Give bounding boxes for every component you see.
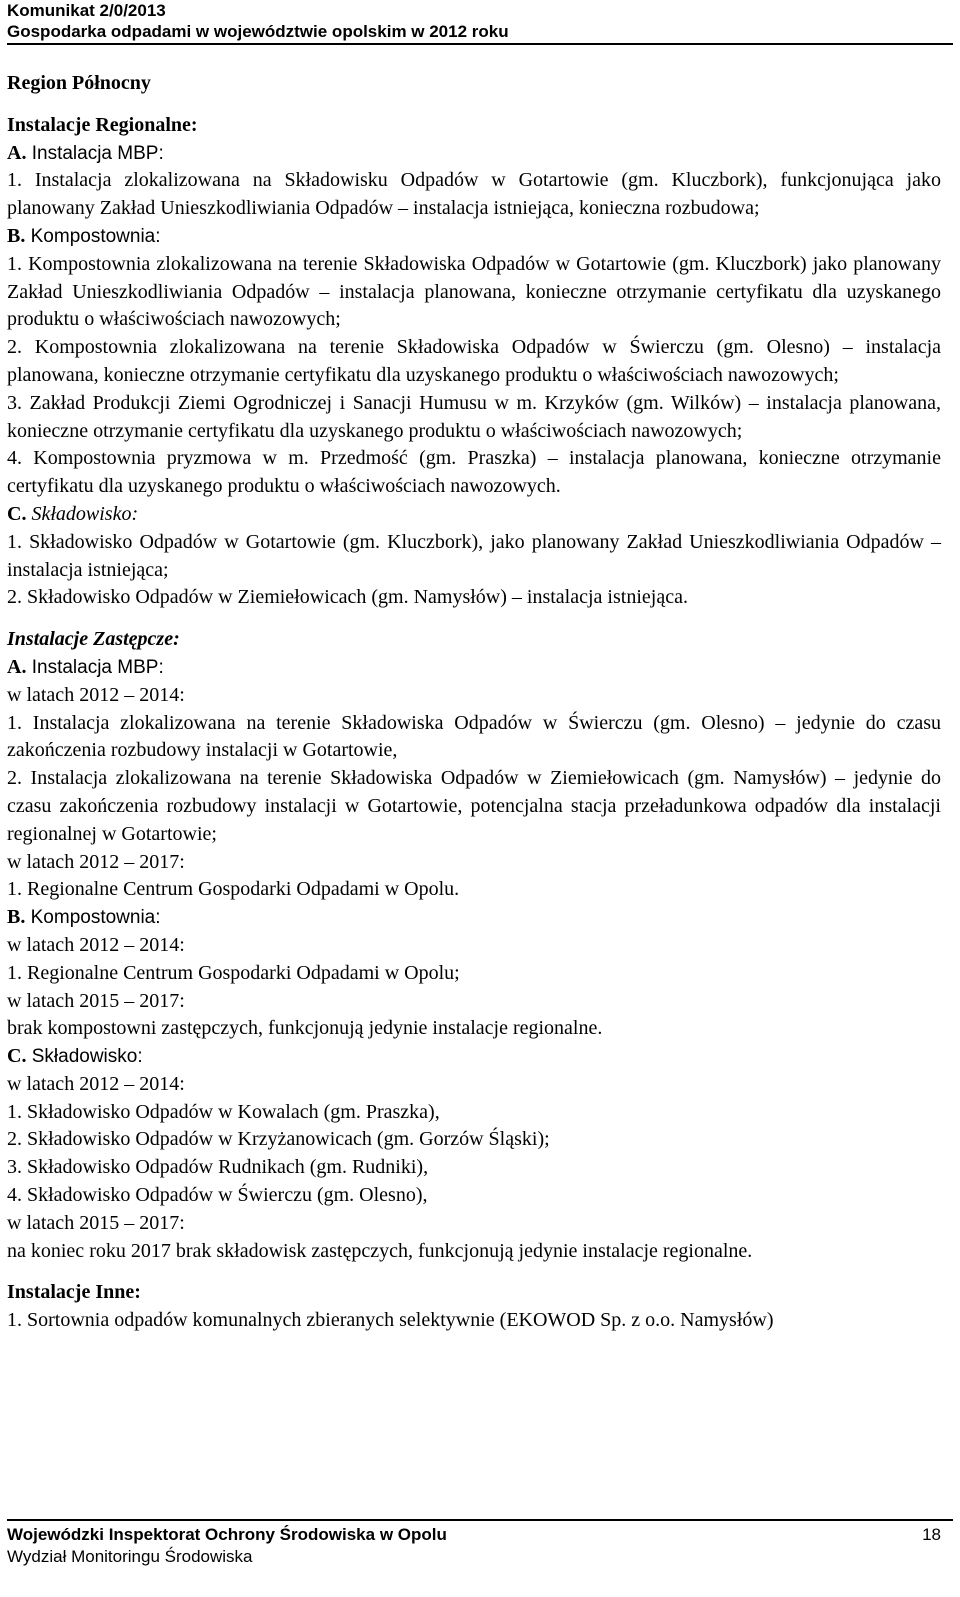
regional-c-item-1: 1. Składowisko Odpadów w Gotartowie (gm. Kluczbork), jako planowany Zakład Unieszkodliwiania Odpadów – instalacja istniejąca; — [7, 530, 941, 581]
substitute-c-item-2: 2. Składowisko Odpadów w Krzyżanowicach (gm. Gorzów Śląski); — [7, 1128, 550, 1151]
other-heading: Instalacje Inne: — [7, 1281, 141, 1304]
report-title: Gospodarka odpadami w województwie opolskim w 2012 roku — [7, 22, 509, 41]
period-label: w latach 2015 – 2017: — [7, 989, 185, 1012]
substitute-a-item-1: 1. Instalacja zlokalizowana na terenie Składowiska Odpadów w Świerczu (gm. Olesno) – jedynie do czasu zakończenia rozbudowy instalacji w Gotartowie, — [7, 711, 941, 762]
list-label: Instalacja MBP: — [26, 656, 164, 678]
regional-c-item-2: 2. Składowisko Odpadów w Ziemiełowicach (gm. Namysłów) – instalacja istniejąca. — [7, 586, 688, 609]
document-header — [7, 0, 953, 42]
list-label: Składowisko: — [26, 1046, 143, 1068]
period-label: w latach 2012 – 2014: — [7, 933, 185, 956]
list-label: Składowisko: — [26, 502, 139, 525]
substitute-a-item-2: 2. Instalacja zlokalizowana na terenie Składowiska Odpadów w Ziemiełowicach (gm. Namysłów) – jedynie do czasu zakończenia rozbudowy instalacji w Gotartowie, potencjalna stacja przeładunkowa odpadów dla instalacji regionalnej w Gotartowie; — [7, 767, 941, 845]
substitute-c-item-3: 3. Składowisko Odpadów Rudnikach (gm. Rudniki), — [7, 1156, 429, 1179]
list-letter: B. — [7, 224, 26, 247]
period-label: w latach 2012 – 2014: — [7, 683, 185, 706]
footer-organization: Wojewódzki Inspektorat Ochrony Środowiska w Opolu — [7, 1525, 447, 1544]
footer-divider — [7, 1519, 953, 1521]
report-number: Komunikat 2/0/2013 — [7, 1, 166, 20]
regional-c-heading — [7, 501, 941, 529]
regional-b-item-4: 4. Kompostownia pryzmowa w m. Przedmość (gm. Praszka) – instalacja planowana, konieczne otrzymanie certyfikatu dla uzyskanego produktu o właściwościach nawozowych. — [7, 447, 941, 498]
section-title: Region Północny — [7, 72, 151, 94]
period-label: w latach 2015 – 2017: — [7, 1211, 185, 1234]
substitute-c-heading — [7, 1043, 941, 1071]
document-footer — [7, 1524, 941, 1568]
substitute-heading: Instalacje Zastępcze: — [7, 628, 180, 651]
list-letter: A. — [7, 141, 27, 164]
list-label: Kompostownia: — [25, 225, 161, 247]
substitute-c-item-4: 4. Składowisko Odpadów w Świerczu (gm. Olesno), — [7, 1184, 428, 1207]
regional-b-item-2: 2. Kompostownia zlokalizowana na terenie Składowiska Odpadów w Świerczu (gm. Olesno) – instalacja planowana, konieczne otrzymanie certyfikatu dla uzyskanego produktu o właściwościach nawozowych; — [7, 336, 941, 386]
period-label: w latach 2012 – 2014: — [7, 1072, 185, 1095]
header-divider — [7, 43, 953, 45]
list-label: Instalacja MBP: — [26, 142, 164, 164]
substitute-b-item-1: 1. Regionalne Centrum Gospodarki Odpadami w Opolu; — [7, 961, 460, 984]
substitute-c-item-1: 1. Składowisko Odpadów w Kowalach (gm. Praszka), — [7, 1100, 440, 1123]
substitute-a-item-3: 1. Regionalne Centrum Gospodarki Odpadami w Opolu. — [7, 878, 460, 901]
other-item-1: 1. Sortownia odpadów komunalnych zbieranych selektywnie (EKOWOD Sp. z o.o. Namysłów) — [7, 1309, 774, 1332]
regional-b-item-3: 3. Zakład Produkcji Ziemi Ogrodniczej i Sanacji Humusu w m. Krzyków (gm. Wilków) – instalacja planowana, konieczne otrzymanie certyfikatu dla uzyskanego produktu o właściwościach nawozowych; — [7, 391, 941, 442]
substitute-b-heading — [7, 904, 941, 932]
list-letter: B. — [7, 906, 26, 929]
footer-department: Wydział Monitoringu Środowiska — [7, 1547, 253, 1566]
list-label: Kompostownia: — [25, 907, 161, 929]
list-letter: C. — [7, 1045, 27, 1068]
substitute-a-heading — [7, 654, 941, 682]
regional-heading: Instalacje Regionalne: — [7, 113, 198, 136]
list-letter: C. — [7, 502, 27, 525]
list-letter: A. — [7, 655, 27, 678]
page-number: 18 — [922, 1525, 941, 1544]
regional-b-heading — [7, 223, 941, 251]
regional-b-item-1: 1. Kompostownia zlokalizowana na terenie Składowiska Odpadów w Gotartowie (gm. Kluczbork) jako planowany Zakład Unieszkodliwiania Odpadów – instalacja planowana, konieczne otrzymanie certyfikatu dla uzyskanego produktu o właściwościach nawozowych; — [7, 252, 941, 331]
document-body — [7, 70, 941, 1335]
period-label: w latach 2012 – 2017: — [7, 850, 185, 873]
substitute-b-item-2: brak kompostowni zastępczych, funkcjonują jedynie instalacje regionalne. — [7, 1017, 603, 1040]
regional-a-item-1: 1. Instalacja zlokalizowana na Składowisku Odpadów w Gotartowie (gm. Kluczbork), funkcjonująca jako planowany Zakład Unieszkodliwiania Odpadów – instalacja istniejąca, konieczna rozbudowa; — [7, 169, 941, 220]
substitute-c-item-5: na koniec roku 2017 brak składowisk zastępczych, funkcjonują jedynie instalacje regionalne. — [7, 1239, 753, 1262]
regional-a-heading — [7, 140, 941, 168]
